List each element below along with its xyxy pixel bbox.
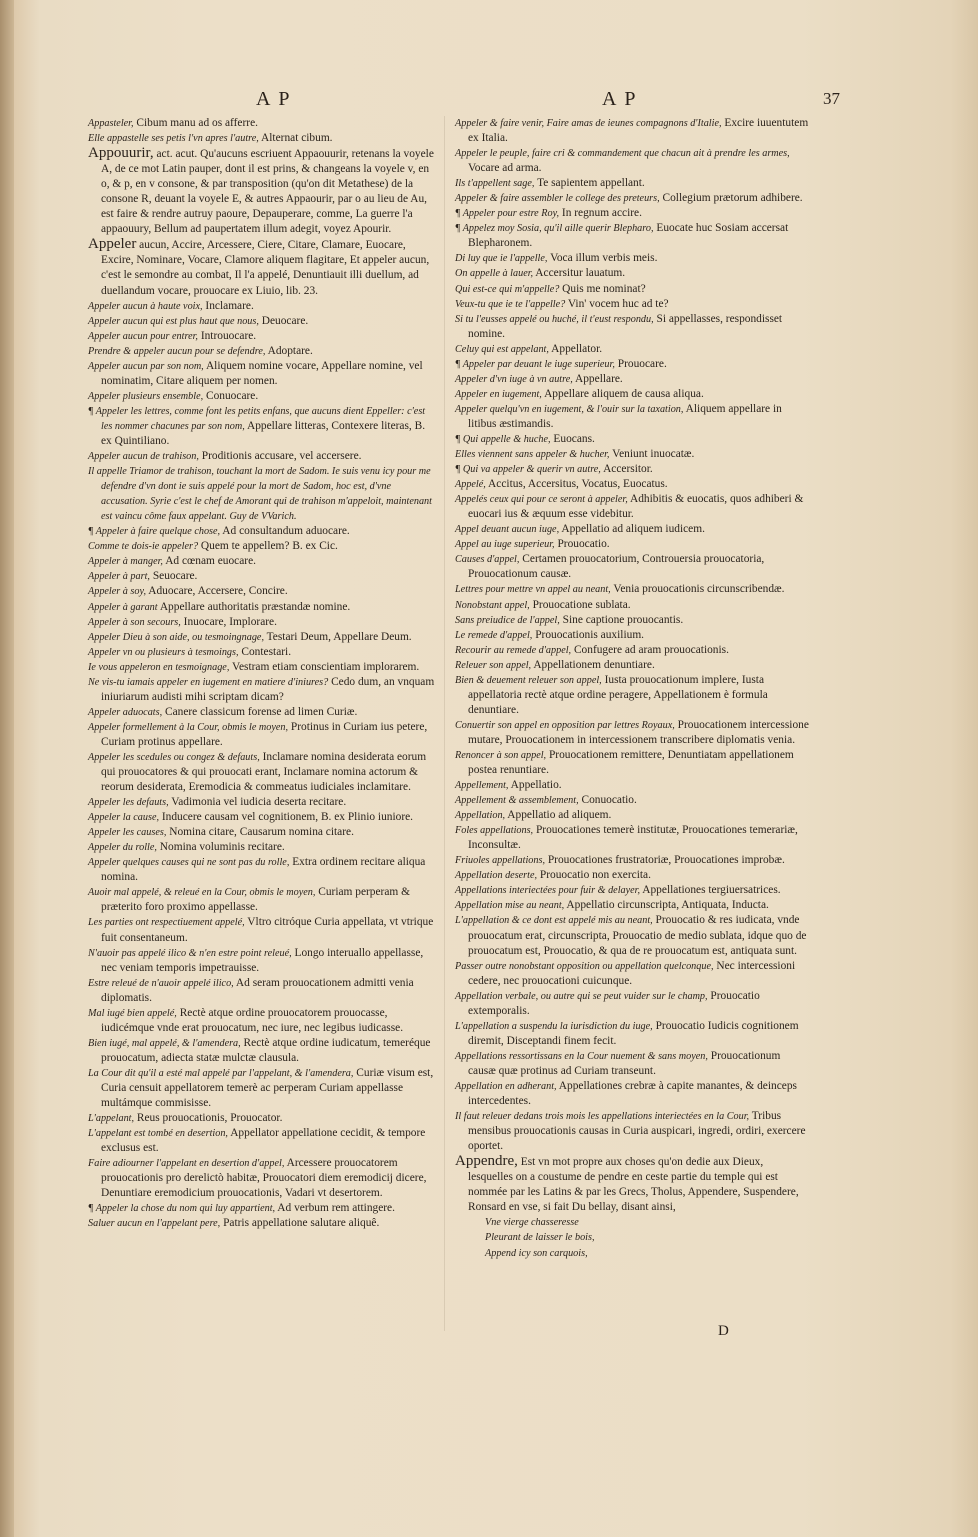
entry-gloss: Seuocare. bbox=[149, 570, 198, 583]
dictionary-entry bbox=[455, 853, 810, 868]
entry-gloss: Euocate huc Sosiam accersat Blepharonem. bbox=[468, 222, 789, 250]
entry-gloss: Te sapientem appellant. bbox=[534, 177, 645, 190]
dictionary-entry bbox=[455, 462, 810, 477]
entry-headword: Appeler vn ou plusieurs à tesmoings, bbox=[88, 646, 239, 658]
dictionary-entry bbox=[88, 885, 438, 915]
entry-headword: Recourir au remede d'appel, bbox=[455, 644, 572, 656]
left-column bbox=[88, 116, 438, 1231]
entry-headword: Appeler la cause, bbox=[88, 812, 160, 824]
dictionary-entry bbox=[88, 976, 438, 1006]
entry-headword: Appeler Dieu à son aide, ou tesmoingnage, bbox=[88, 631, 264, 643]
dictionary-entry bbox=[455, 989, 810, 1019]
dictionary-entry bbox=[455, 522, 810, 537]
entry-headword: Si tu l'eusses appelé ou huché, il t'eust respondu, bbox=[455, 313, 654, 325]
dictionary-entry bbox=[455, 552, 810, 582]
dictionary-entry bbox=[455, 387, 810, 402]
entry-gloss: Vestram etiam conscientiam implorarem. bbox=[229, 660, 420, 673]
entry-gloss: Ad seram prouocationem admitti venia diplomatis. bbox=[101, 976, 414, 1004]
entry-gloss: Appellare aliquem de causa aliqua. bbox=[541, 387, 704, 400]
dictionary-entry bbox=[455, 342, 810, 357]
page-number: 37 bbox=[823, 89, 840, 108]
entry-headword: Auoir mal appelé, & releué en la Cour, obmis le moyen, bbox=[88, 887, 316, 899]
entry-headword: Appeler les causes, bbox=[88, 827, 167, 839]
entry-headword: ¶ Appeler la chose du nom qui luy appartient, bbox=[88, 1203, 276, 1215]
dictionary-entry bbox=[455, 868, 810, 883]
entry-gloss: Conuocatio. bbox=[578, 794, 637, 807]
dictionary-entry bbox=[88, 237, 438, 298]
entry-headword: Appeler formellement à la Cour, obmis le moyen, bbox=[88, 721, 289, 733]
dictionary-entry bbox=[455, 613, 810, 628]
entry-gloss: Excire iuuentutem ex Italia. bbox=[468, 117, 809, 145]
dictionary-entry bbox=[455, 959, 810, 989]
entry-gloss: Introuocare. bbox=[197, 329, 257, 342]
entry-headword: Appeler quelqu'vn en iugement, & l'ouir sur la taxation, bbox=[455, 403, 684, 415]
entry-gloss: Aliquem appellare in litibus æstimandis. bbox=[468, 402, 782, 430]
dictionary-entry bbox=[88, 795, 438, 810]
entry-gloss: aucun, Accire, Arcessere, Ciere, Citare, Clamare, Euocare, Excire, Nominare, Vocare, Clamore aliquem flagitare, Et appeler aucun, c'est le semondre au combat, Il l'a appelé, Denuntiauit illi duellum, ad duellandum vocare, prouocare ex Liuio, lib. 23. bbox=[101, 239, 430, 297]
entry-headword: Faire adiourner l'appelant en desertion d'appel, bbox=[88, 1158, 285, 1170]
entry-gloss: Appellare litteras, Contexere literas, B. ex Quintiliano. bbox=[101, 419, 426, 447]
entry-headword: Estre releué de n'auoir appelé ilico, bbox=[88, 977, 234, 989]
entry-gloss: Appellatio ad aliquem iudicem. bbox=[559, 523, 705, 536]
entry-gloss: Appellatio ad aliquem. bbox=[505, 809, 612, 822]
dictionary-entry bbox=[455, 748, 810, 778]
dictionary-entry bbox=[455, 402, 810, 432]
entry-headword: Appellations interiectées pour fuir & delayer, bbox=[455, 885, 641, 897]
entry-gloss: Prouocationum causæ quæ protinus ad Curiam transeunt. bbox=[468, 1049, 781, 1077]
dictionary-entry bbox=[455, 673, 810, 718]
entry-headword: Appeler quelques causes qui ne sont pas du rolle, bbox=[88, 857, 290, 869]
entry-headword: Appeler aucun à haute voix, bbox=[88, 300, 203, 312]
entry-headword: Appellation en adherant, bbox=[455, 1081, 557, 1092]
dictionary-entry bbox=[455, 447, 810, 462]
dictionary-entry bbox=[88, 825, 438, 840]
entry-gloss: act. acut. Qu'aucuns escriuent Appaouurir, retenans la voyele A, de ce mot Latin pauper, dont il est prins, & changeans la voyele v, en o, & p, en v consone, & par transposition (qu'on dit Metathese) de la consone R, deuant la voyele E, & autres Appaourir, par o au lieu de Au, est faire & rendre autruy paoure, Depauperare, comme, La guerre l'a appaouury, Bellum ad paupertatem illum adegit, voyez Apourir. bbox=[101, 148, 434, 236]
entry-gloss: Contestari. bbox=[238, 645, 292, 658]
entry-headword: Appeler à part, bbox=[88, 571, 150, 583]
entry-headword: Appasteler, bbox=[88, 118, 134, 129]
entry-gloss: Canere classicum forense ad limen Curiæ. bbox=[162, 705, 358, 718]
running-head-right: A P bbox=[602, 88, 638, 110]
entry-gloss: Tribus mensibus prouocationis causas in Curia auspicari, ingredi, ordiri, exercere oportet. bbox=[468, 1110, 806, 1153]
entry-gloss: Prouocatio & res iudicata, vnde prouocatum erat, circunscripta, Prouocatio de medio sublata, idque quo de prouocatum est, Prouocatio, & qua de re prouocatum est, antiquata sunt. bbox=[468, 914, 807, 957]
entry-headword: ¶ Appelez moy Sosia, qu'il aille querir Blepharo, bbox=[455, 223, 654, 235]
entry-gloss: Euocans. bbox=[550, 432, 595, 445]
dictionary-entry bbox=[88, 750, 438, 795]
entry-gloss: Appellationem denuntiare. bbox=[531, 658, 655, 671]
dictionary-entry bbox=[88, 299, 438, 314]
dictionary-entry bbox=[88, 524, 438, 539]
entry-headword: ¶ Appeler par deuant le iuge superieur, bbox=[455, 358, 615, 370]
dictionary-entry bbox=[455, 297, 810, 312]
entry-headword: Appellation, bbox=[455, 810, 506, 822]
dictionary-entry bbox=[455, 492, 810, 522]
entry-gloss: Quem te appellem? B. ex Cic. bbox=[198, 540, 338, 553]
entry-gloss: Iusta prouocationum implere, Iusta appellatoria rectè atque ordine peragere, Appellationem è formula denuntiare. bbox=[468, 673, 768, 716]
entry-gloss: Reus prouocationis, Prouocator. bbox=[134, 1112, 283, 1125]
dictionary-entry bbox=[455, 913, 810, 958]
entry-headword: Il appelle Triamor de trahison, touchant la mort de Sadom. Ie suis venu icy pour me defendre d'vn dont ie suis appelé pour la mort de Sadom, hoc est, d'vne accusation. Syrie c'est le chef de Amorant qui de trahison m'appeloit, maintenant est vaincu côme faux appelant. Guy de VVarich. bbox=[88, 466, 432, 523]
poem-line: Append icy son carquois, bbox=[485, 1247, 588, 1259]
entry-gloss: Appellationes tergiuersatrices. bbox=[640, 884, 781, 897]
entry-headword: Appeler & faire venir, Faire amas de ieunes compagnons d'Italie, bbox=[455, 118, 722, 129]
entry-headword: L'appellation a suspendu la iurisdiction du iuge, bbox=[455, 1020, 653, 1032]
entry-gloss: Longo interuallo appellasse, nec veniam temporis impetrauisse. bbox=[101, 946, 424, 974]
dictionary-entry bbox=[455, 1079, 810, 1109]
dictionary-entry bbox=[88, 840, 438, 855]
entry-gloss: Sine captione prouocantis. bbox=[559, 613, 684, 626]
dictionary-entry bbox=[455, 537, 810, 552]
entry-headword: Renoncer à son appel, bbox=[455, 749, 547, 761]
entry-headword: Les parties ont respectiuement appelé, bbox=[88, 917, 245, 929]
entry-headword: Appellation verbale, ou autre qui se peut vuider sur le champ, bbox=[455, 990, 708, 1002]
entry-headword: Appellement, bbox=[455, 780, 509, 792]
entry-headword: Appeler les defauts, bbox=[88, 797, 169, 809]
dictionary-entry bbox=[455, 357, 810, 372]
dictionary-entry bbox=[455, 793, 810, 808]
entry-headword: Appeler bbox=[88, 236, 137, 253]
entry-gloss: Vin' vocem huc ad te? bbox=[565, 297, 669, 310]
entry-headword: Ils t'appellent sage, bbox=[455, 178, 535, 190]
dictionary-entry bbox=[88, 720, 438, 750]
dictionary-entry bbox=[455, 778, 810, 793]
entry-gloss: Arcessere prouocatorem prouocationis pro derelictò habitæ, Prouocatori diem eremodicij dicere, Denuntiare eremodicium prouocationis, Vadari vt desertorem. bbox=[101, 1157, 427, 1200]
entry-headword: Appeler à soy, bbox=[88, 586, 147, 598]
dictionary-entry bbox=[88, 615, 438, 630]
entry-headword: L'appellation & ce dont est appelé mis au neant, bbox=[455, 915, 653, 927]
entry-headword: Appelé, bbox=[455, 479, 486, 491]
entry-gloss: Appellationes crebræ à capite manantes, & deinceps intercedentes. bbox=[468, 1080, 797, 1108]
entry-gloss: In regnum accire. bbox=[559, 207, 642, 220]
dictionary-entry bbox=[455, 643, 810, 658]
dictionary-entry bbox=[88, 584, 438, 599]
dictionary-entry bbox=[455, 1049, 810, 1079]
entry-gloss: Quis me nominat? bbox=[559, 282, 646, 295]
dictionary-entry bbox=[455, 658, 810, 673]
entry-gloss: Prouocatione sublata. bbox=[529, 598, 631, 611]
dictionary-entry bbox=[88, 1036, 438, 1066]
column-divider bbox=[444, 116, 445, 1331]
entry-gloss: Nec intercessioni cedere, nec prouocationi cuicunque. bbox=[468, 959, 796, 987]
entry-headword: Releuer son appel, bbox=[455, 659, 532, 671]
entry-headword: ¶ Appeler les lettres, comme font les petits enfans, que aucuns dient Eppeller: c'est les nommer chacunes par son nom, bbox=[88, 405, 426, 432]
entry-headword: Friuoles appellations, bbox=[455, 855, 545, 867]
entry-gloss: Prouocatio non exercita. bbox=[537, 869, 651, 882]
dictionary-entry bbox=[88, 146, 438, 237]
dictionary-entry bbox=[88, 359, 438, 389]
entry-headword: Saluer aucun en l'appelant pere, bbox=[88, 1218, 221, 1230]
dictionary-entry bbox=[455, 628, 810, 643]
entry-headword: Appellation mise au neant, bbox=[455, 900, 565, 912]
dictionary-entry bbox=[455, 116, 810, 146]
dictionary-entry bbox=[88, 314, 438, 329]
entry-gloss: Aliquem nomine vocare, Appellare nomine, vel nominatim, Citare aliquem per nomen. bbox=[101, 359, 423, 387]
entry-headword: Prendre & appeler aucun pour se defendre, bbox=[88, 345, 266, 357]
entry-headword: Mal iugé bien appelé, bbox=[88, 1007, 177, 1019]
entry-gloss: Prouocationes temerè institutæ, Prouocationes temerariæ, Inconsultæ. bbox=[468, 824, 798, 852]
page-gutter bbox=[0, 0, 14, 1537]
dictionary-entry bbox=[455, 477, 810, 492]
entry-headword: Ie vous appeleron en tesmoignage, bbox=[88, 661, 230, 673]
dictionary-entry bbox=[455, 823, 810, 853]
dictionary-entry bbox=[455, 312, 810, 342]
dictionary-entry bbox=[455, 372, 810, 387]
dictionary-entry bbox=[88, 569, 438, 584]
entry-gloss: Vltro citróque Curia appellata, vt vtrique fuit consentaneum. bbox=[101, 916, 434, 944]
entry-headword: Appeler aucun de trahison, bbox=[88, 451, 199, 463]
entry-headword: ¶ Appeler pour estre Roy, bbox=[455, 208, 560, 220]
dictionary-entry bbox=[455, 251, 810, 266]
entry-headword: Lettres pour mettre vn appel au neant, bbox=[455, 584, 611, 596]
entry-gloss: Nomina citare, Causarum nomina citare. bbox=[166, 826, 354, 839]
entry-headword: Conuertir son appel en opposition par lettres Royaux, bbox=[455, 719, 675, 731]
dictionary-entry bbox=[455, 808, 810, 823]
dictionary-entry bbox=[455, 582, 810, 597]
entry-headword: Appeler aduocats, bbox=[88, 706, 163, 718]
entry-headword: Foles appellations, bbox=[455, 825, 534, 837]
entry-headword: ¶ Qui appelle & huche, bbox=[455, 433, 551, 445]
entry-headword: N'auoir pas appelé ilico & n'en estre point releué, bbox=[88, 947, 292, 959]
entry-gloss: Inducere causam vel cognitionem, B. ex Plinio iuniore. bbox=[159, 811, 414, 824]
poem-line: Vne vierge chasseresse bbox=[485, 1217, 579, 1229]
entry-gloss: Inuocare, Implorare. bbox=[180, 615, 277, 628]
entry-gloss: Prouocationem intercessione mutare, Prouocationem in intercessionem transcribere diplomatis venia. bbox=[468, 718, 809, 746]
dictionary-entry bbox=[88, 554, 438, 569]
entry-headword: Appeler les scedules ou congez & defauts, bbox=[88, 751, 260, 763]
entry-gloss: Testari Deum, Appellare Deum. bbox=[264, 630, 412, 643]
dictionary-entry bbox=[88, 1201, 438, 1216]
entry-headword: Passer outre nonobstant opposition ou appellation quelconque, bbox=[455, 960, 714, 972]
entry-headword: Appellation deserte, bbox=[455, 870, 538, 882]
dictionary-entry bbox=[455, 191, 810, 206]
entry-headword: La Cour dit qu'il a esté mal appelé par l'appelant, & l'amendera, bbox=[88, 1067, 354, 1079]
entry-headword: Appeler du rolle, bbox=[88, 842, 157, 854]
dictionary-entry bbox=[88, 116, 438, 131]
signature-mark: D bbox=[718, 1323, 729, 1339]
entry-gloss: Nomina voluminis recitare. bbox=[156, 841, 285, 854]
entry-headword: Appeler aucun pour entrer, bbox=[88, 330, 198, 342]
entry-gloss: Prouocatio extemporalis. bbox=[468, 989, 760, 1017]
entry-gloss: Alternat cibum. bbox=[258, 132, 333, 145]
dictionary-entry bbox=[455, 432, 810, 447]
entry-headword: Appendre, bbox=[455, 1153, 518, 1170]
entry-headword: Elles viennent sans appeler & hucher, bbox=[455, 449, 610, 461]
entry-gloss: Si appellasses, respondisset nomine. bbox=[468, 312, 783, 340]
dictionary-entry bbox=[455, 718, 810, 748]
entry-headword: Ne vis-tu iamais appeler en iugement en matiere d'iniures? bbox=[88, 676, 329, 688]
entry-gloss: Vadimonia vel iudicia deserta recitare. bbox=[168, 796, 347, 809]
dictionary-entry bbox=[455, 282, 810, 297]
dictionary-entry bbox=[88, 131, 438, 146]
entry-headword: Sans preiudice de l'appel, bbox=[455, 614, 560, 626]
entry-headword: Appellement & assemblement, bbox=[455, 795, 579, 807]
entry-gloss: Accersitor. bbox=[600, 463, 653, 476]
entry-headword: Appeler à garant bbox=[88, 601, 158, 613]
entry-gloss: Ad consultandum aduocare. bbox=[220, 525, 350, 538]
entry-headword: Appellations ressortissans en la Cour nuement & sans moyen, bbox=[455, 1050, 708, 1062]
dictionary-entry bbox=[455, 206, 810, 221]
poem-line: Pleurant de laisser le bois, bbox=[485, 1232, 595, 1244]
entry-gloss: Rectè atque ordine iudicatum, temeréque prouocatum, adiecta statæ mulctæ clausula. bbox=[101, 1036, 431, 1064]
entry-gloss: Appellator. bbox=[548, 342, 603, 355]
dictionary-entry bbox=[88, 464, 438, 524]
dictionary-entry bbox=[88, 705, 438, 720]
entry-gloss: Appellatio. bbox=[508, 779, 562, 792]
entry-gloss: Inclamare nomina desiderata eorum qui prouocatores & qui prouocati erant, Inclamare nomina actorum & reorum desiderata, Eremodicia & commeatus iudiciales inclamitare. bbox=[101, 750, 427, 794]
dictionary-entry bbox=[88, 915, 438, 945]
entry-headword: Elle appastelle ses petis l'vn apres l'autre, bbox=[88, 133, 259, 145]
entry-gloss: Extra ordinem recitare aliqua nomina. bbox=[101, 856, 426, 884]
entry-gloss: Est vn mot propre aux choses qu'on dedie aux Dieux, lesquelles on a coustume de pendre en ceste partie du temple qui est nommée par les Latins & par les Grecs, Tholus, Appendere, Suspendere, Ronsard en vse, si fait Du bellay, disant ainsi, bbox=[468, 1156, 799, 1214]
entry-gloss: Appellare authoritatis præstandæ nomine. bbox=[157, 600, 351, 613]
right-column bbox=[455, 116, 810, 1261]
dictionary-entry bbox=[455, 146, 810, 176]
dictionary-entry bbox=[88, 449, 438, 464]
dictionary-entry bbox=[455, 598, 810, 613]
entry-gloss: Ad verbum rem attingere. bbox=[275, 1202, 395, 1215]
entry-gloss: Appellator appellatione cecidit, & tempore exclusus est. bbox=[101, 1127, 426, 1155]
entry-gloss: Deuocare. bbox=[258, 314, 309, 327]
dictionary-entry bbox=[88, 600, 438, 615]
dictionary-entry bbox=[455, 176, 810, 191]
running-head-left: A P bbox=[256, 88, 292, 110]
dictionary-entry bbox=[88, 1066, 438, 1111]
entry-gloss: Certamen prouocatorium, Controuersia prouocatoria, Prouocationum causæ. bbox=[468, 553, 765, 581]
entry-headword: Bien iugé, mal appelé, & l'amendera, bbox=[88, 1037, 241, 1049]
entry-gloss: Veniunt inuocatæ. bbox=[609, 448, 695, 461]
entry-gloss: Prouocatio. bbox=[554, 538, 610, 551]
dictionary-entry bbox=[88, 1156, 438, 1201]
entry-headword: Di luy que ie l'appelle, bbox=[455, 253, 548, 265]
dictionary-entry bbox=[455, 898, 810, 913]
entry-gloss: Voca illum verbis meis. bbox=[547, 252, 658, 265]
entry-headword: Bien & deuement releuer son appel, bbox=[455, 674, 602, 686]
dictionary-entry bbox=[88, 344, 438, 359]
entry-gloss: Accitus, Accersitus, Vocatus, Euocatus. bbox=[485, 478, 668, 491]
entry-headword: L'appelant est tombé en desertion, bbox=[88, 1128, 228, 1140]
dictionary-entry bbox=[455, 883, 810, 898]
dictionary-entry bbox=[88, 389, 438, 404]
entry-gloss: Confugere ad aram prouocationis. bbox=[571, 643, 729, 656]
dictionary-entry bbox=[88, 645, 438, 660]
dictionary-entry bbox=[455, 1154, 810, 1215]
entry-gloss: Rectè atque ordine prouocatorem prouocasse, iudicémque vnde erat prouocatum, nec iure, nec legibus iudicasse. bbox=[101, 1006, 404, 1034]
entry-headword: Le remede d'appel, bbox=[455, 629, 533, 641]
entry-gloss: Curiam perperam & præterito foro proximo appellasse. bbox=[101, 886, 410, 914]
dictionary-entry bbox=[88, 660, 438, 675]
dictionary-entry bbox=[88, 630, 438, 645]
entry-headword: Appeler d'vn iuge à vn autre, bbox=[455, 373, 573, 385]
entry-headword: Nonobstant appel, bbox=[455, 599, 530, 611]
entry-headword: Appelés ceux qui pour ce seront à appeler, bbox=[455, 494, 628, 506]
entry-gloss: Patris appellatione salutare aliquê. bbox=[220, 1217, 380, 1230]
entry-headword: Appeler à manger, bbox=[88, 556, 163, 568]
entry-headword: Celuy qui est appelant, bbox=[455, 343, 549, 355]
entry-gloss: Prouocationem remittere, Denuntiatam appellationem postea renuntiare. bbox=[468, 748, 794, 777]
entry-headword: Appeler aucun qui est plus haut que nous, bbox=[88, 315, 259, 327]
entry-headword: Appel deuant aucun iuge, bbox=[455, 524, 560, 536]
dictionary-entry bbox=[88, 1216, 438, 1231]
entry-gloss: Curiæ visum est, Curia censuit appellatorem temerè ac perperam Curiam appellasse multámque commisisse. bbox=[101, 1066, 434, 1110]
entry-headword: Appeler en iugement, bbox=[455, 388, 542, 400]
entry-gloss: Prouocationis auxilium. bbox=[532, 628, 645, 641]
entry-gloss: Prouocationes frustratoriæ, Prouocationes improbæ. bbox=[545, 854, 785, 867]
entry-gloss: Protinus in Curiam ius petere, Curiam protinus appellare. bbox=[101, 720, 428, 748]
entry-headword: ¶ Appeler à faire quelque chose, bbox=[88, 526, 221, 538]
entry-gloss: Aduocare, Accersere, Concire. bbox=[146, 585, 288, 598]
entry-gloss: Cibum manu ad os afferre. bbox=[133, 117, 258, 129]
dictionary-entry bbox=[88, 810, 438, 825]
dictionary-entry bbox=[88, 329, 438, 344]
dictionary-entry bbox=[88, 1111, 438, 1126]
entry-gloss: Proditionis accusare, vel accersere. bbox=[198, 450, 362, 463]
entry-headword: Appeler à son secours, bbox=[88, 616, 181, 628]
entry-headword: Appeler plusieurs ensemble, bbox=[88, 390, 204, 402]
entry-gloss: Prouocare. bbox=[614, 357, 667, 370]
entry-headword: Appel au iuge superieur, bbox=[455, 539, 555, 551]
dictionary-entry bbox=[88, 539, 438, 554]
entry-headword: Causes d'appel, bbox=[455, 554, 520, 566]
entry-headword: Il faut releuer dedans trois mois les appellations interiectées en la Cour, bbox=[455, 1111, 750, 1123]
entry-gloss: Ad cœnam euocare. bbox=[162, 555, 256, 568]
entry-headword: Appeler & faire assembler le college des preteurs, bbox=[455, 193, 660, 205]
entry-headword: L'appelant, bbox=[88, 1113, 135, 1125]
dictionary-entry bbox=[88, 1006, 438, 1036]
entry-gloss: Accersitur lauatum. bbox=[533, 267, 626, 280]
dictionary-entry bbox=[88, 1126, 438, 1156]
dictionary-entry bbox=[455, 266, 810, 281]
entry-gloss: Venia prouocationis circunscribendæ. bbox=[610, 583, 785, 596]
entry-gloss: Appellatio circunscripta, Antiquata, Inducta. bbox=[564, 899, 769, 912]
entry-headword: Appeler aucun par son nom, bbox=[88, 360, 204, 372]
entry-headword: Appeler le peuple, faire cri & commandement que chacun ait à prendre les armes, bbox=[455, 148, 790, 160]
entry-gloss: Appellare. bbox=[572, 372, 623, 385]
entry-gloss: Inclamare. bbox=[202, 299, 254, 312]
entry-gloss: Conuocare. bbox=[203, 389, 259, 402]
dictionary-entry bbox=[455, 221, 810, 251]
entry-headword: ¶ Qui va appeler & querir vn autre, bbox=[455, 464, 601, 476]
entry-headword: Qui est-ce qui m'appelle? bbox=[455, 283, 560, 295]
entry-headword: Appouurir, bbox=[88, 145, 154, 162]
entry-headword: Veux-tu que ie te l'appelle? bbox=[455, 298, 566, 310]
entry-gloss: Collegium prætorum adhibere. bbox=[659, 192, 803, 205]
entry-gloss: Cedo dum, an vnquam iniuriarum audisti mihi scriptam dicam? bbox=[101, 675, 435, 703]
entry-gloss: Prouocatio Iudicis cognitionem diremit, Disceptandi finem fecit. bbox=[468, 1019, 799, 1047]
dictionary-entry bbox=[88, 675, 438, 705]
entry-headword: Comme te dois-ie appeler? bbox=[88, 541, 199, 553]
entry-headword: On appelle à lauer, bbox=[455, 268, 534, 280]
entry-gloss: Adoptare. bbox=[265, 344, 313, 357]
dictionary-entry bbox=[455, 1019, 810, 1049]
dictionary-entry bbox=[88, 946, 438, 976]
entry-gloss: Vocare ad arma. bbox=[468, 162, 542, 175]
dictionary-entry bbox=[88, 404, 438, 449]
entry-gloss: Adhibitis & euocatis, quos adhiberi & euocari ius & æquum esse videbitur. bbox=[468, 493, 804, 521]
dictionary-entry bbox=[88, 855, 438, 885]
dictionary-entry bbox=[455, 1109, 810, 1154]
